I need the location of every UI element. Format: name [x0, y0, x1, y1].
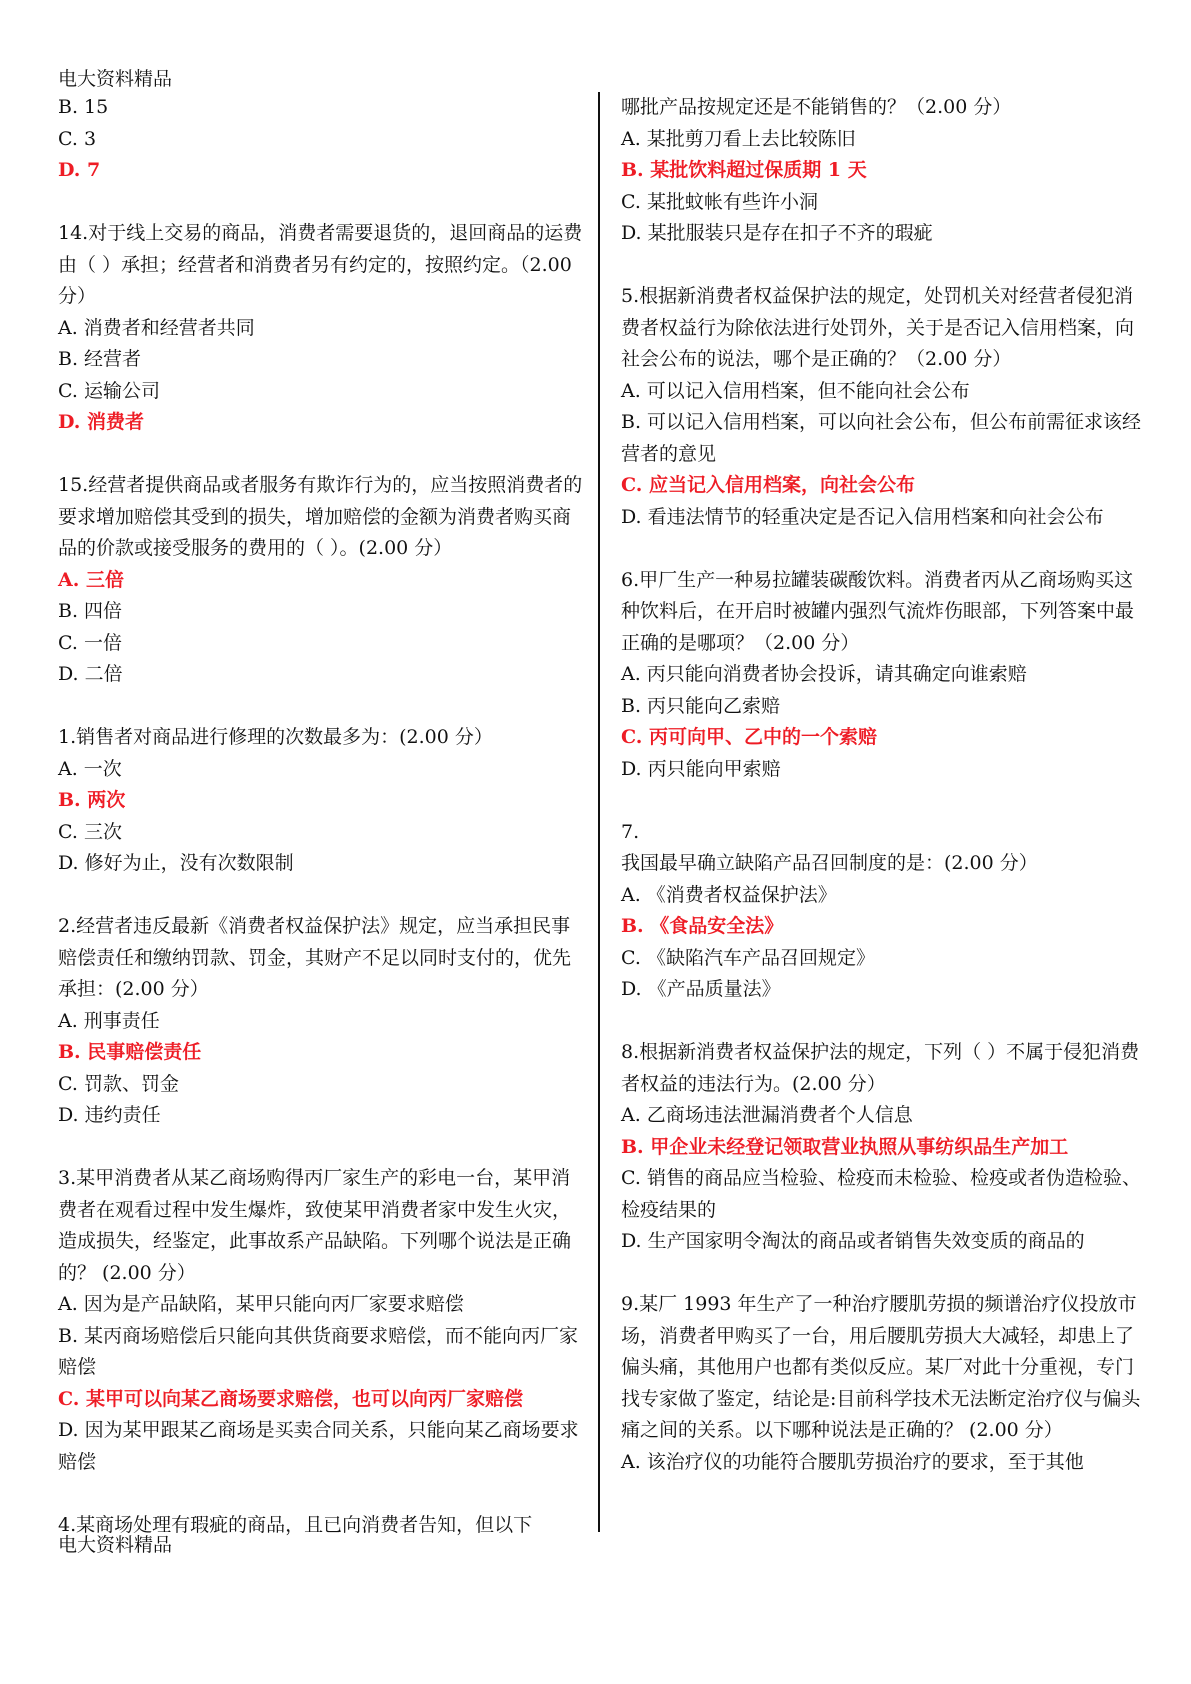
question-stem: 3.某甲消费者从某乙商场购得丙厂家生产的彩电一台，某甲消费者在观看过程中发生爆炸，致使某甲消费者家中发生火灾，造成损失，经鉴定，此事故系产品缺陷。下列哪个说法是正确的？ (2.00 分）	[58, 1167, 572, 1284]
option-answer: B. 两次	[58, 789, 126, 811]
option: B. 丙只能向乙索赔	[621, 694, 781, 717]
question-7	[621, 817, 1149, 1006]
right-column	[621, 92, 1149, 1478]
option-answer: C. 应当记入信用档案，向社会公布	[621, 474, 916, 496]
question-stem: 5.根据新消费者权益保护法的规定，处罚机关对经营者侵犯消费者权益行为除依法进行处罚外，关于是否记入信用档案，向社会公布的说法，哪个是正确的？（2.00 分）	[621, 285, 1135, 370]
question-4-continued	[621, 92, 1149, 250]
option-answer: B. 《食品安全法》	[621, 915, 784, 937]
option: D. 丙只能向甲索赔	[621, 757, 781, 780]
option: B. 四倍	[58, 600, 123, 622]
option: A. 可以记入信用档案，但不能向社会公布	[621, 379, 970, 402]
question-14	[58, 218, 586, 439]
option: C. 3	[58, 127, 97, 150]
option: B. 经营者	[58, 348, 142, 370]
option-answer: B. 某批饮料超过保质期 1 天	[621, 159, 867, 181]
option: B. 某丙商场赔偿后只能向其供货商要求赔偿，而不能向丙厂家赔偿	[58, 1324, 579, 1378]
option: A. 某批剪刀看上去比较陈旧	[621, 127, 856, 150]
question-stem: 6.甲厂生产一种易拉罐装碳酸饮料。消费者丙从乙商场购买这种饮料后，在开启时被罐内强烈气流炸伤眼部，下列答案中最正确的是哪项？（2.00 分）	[621, 568, 1135, 654]
question-stem: 2.经营者违反最新《消费者权益保护法》规定，应当承担民事赔偿责任和缴纳罚款、罚金，其财产不足以同时支付的，优先承担：(2.00 分）	[58, 915, 572, 1000]
option: C. 运输公司	[58, 379, 160, 402]
option: C. 销售的商品应当检验、检疫而未检验、检疫或者伪造检验、检疫结果的	[621, 1167, 1141, 1221]
option-answer: D. 7	[58, 159, 101, 181]
question-stem: 9.某厂 1993 年生产了一种治疗腰肌劳损的频谱治疗仪投放市场，消费者甲购买了一台，用后腰肌劳损大大减轻，却患上了偏头痛，其他用户也都有类似反应。某厂对此十分重视，专门找专家做了鉴定，结论是:目前科学技术无法断定治疗仪与偏头痛之间的关系。以下哪种说法是正确的？ (2.00 分）	[621, 1293, 1141, 1441]
question-stem: 1.销售者对商品进行修理的次数最多为：(2.00 分）	[58, 726, 493, 748]
option: C. 某批蚊帐有些许小洞	[621, 190, 818, 213]
question-3	[58, 1163, 586, 1478]
option: A. 乙商场违法泄漏消费者个人信息	[621, 1104, 913, 1126]
question-2	[58, 911, 586, 1132]
option-answer: D. 消费者	[58, 411, 145, 433]
option: B. 可以记入信用档案，可以向社会公布，但公布前需征求该经营者的意见	[621, 411, 1142, 465]
option: D. 修好为止，没有次数限制	[58, 852, 294, 874]
option-answer: A. 三倍	[58, 568, 124, 591]
option: A. 消费者和经营者共同	[58, 316, 255, 339]
option: D. 《产品质量法》	[621, 978, 781, 1000]
option: C. 三次	[58, 820, 122, 843]
column-divider	[598, 92, 600, 1532]
option: D. 因为某甲跟某乙商场是买卖合同关系，只能向某乙商场要求赔偿	[58, 1419, 579, 1473]
question-15	[58, 470, 586, 691]
question-9	[621, 1289, 1149, 1478]
prev-question-options	[58, 92, 586, 187]
left-column	[58, 92, 586, 1541]
option: C. 一倍	[58, 631, 122, 654]
page-header: 电大资料精品	[58, 68, 173, 90]
option-answer: C. 某甲可以向某乙商场要求赔偿，也可以向丙厂家赔偿	[58, 1387, 524, 1410]
option: D. 违约责任	[58, 1104, 161, 1126]
option-answer: B. 甲企业未经登记领取营业执照从事纺织品生产加工	[621, 1135, 1069, 1158]
question-stem: 4.某商场处理有瑕疵的商品，且已向消费者告知，但以下	[58, 1513, 533, 1536]
page-footer: 电大资料精品	[58, 1534, 173, 1556]
question-6	[621, 565, 1149, 786]
option: D. 看违法情节的轻重决定是否记入信用档案和向社会公布	[621, 505, 1104, 528]
option: A. 一次	[58, 757, 122, 780]
option: C. 罚款、罚金	[58, 1072, 179, 1095]
question-stem: 14.对于线上交易的商品，消费者需要退货的，退回商品的运费由（ ）承担；经营者和消费者另有约定的，按照约定。（2.00 分）	[58, 222, 583, 307]
question-stem: 哪批产品按规定还是不能销售的？（2.00 分）	[621, 96, 1012, 118]
question-stem: 7. 我国最早确立缺陷产品召回制度的是：(2.00 分）	[621, 820, 1038, 874]
option: D. 某批服装只是存在扣子不齐的瑕疵	[621, 222, 933, 244]
question-1	[58, 722, 586, 880]
option: C. 《缺陷汽车产品召回规定》	[621, 946, 875, 969]
option: A. 《消费者权益保护法》	[621, 883, 837, 906]
option-answer: B. 民事赔偿责任	[58, 1041, 202, 1063]
question-stem: 8.根据新消费者权益保护法的规定，下列（ ）不属于侵犯消费者权益的违法行为。(2.00 分）	[621, 1041, 1140, 1095]
option: D. 二倍	[58, 663, 123, 685]
question-8	[621, 1037, 1149, 1258]
option: A. 因为是产品缺陷，某甲只能向丙厂家要求赔偿	[58, 1293, 464, 1315]
option: A. 该治疗仪的功能符合腰肌劳损治疗的要求，至于其他	[621, 1450, 1084, 1473]
option: D. 生产国家明令淘汰的商品或者销售失效变质的商品的	[621, 1230, 1085, 1252]
question-5	[621, 281, 1149, 533]
option: B. 15	[58, 96, 109, 118]
option: A. 丙只能向消费者协会投诉，请其确定向谁索赔	[621, 663, 1027, 685]
option-answer: C. 丙可向甲、乙中的一个索赔	[621, 726, 878, 748]
option: A. 刑事责任	[58, 1009, 160, 1032]
question-stem: 15.经营者提供商品或者服务有欺诈行为的，应当按照消费者的要求增加赔偿其受到的损失，增加赔偿的金额为消费者购买商品的价款或接受服务的费用的（ ）。(2.00 分）	[58, 474, 583, 559]
